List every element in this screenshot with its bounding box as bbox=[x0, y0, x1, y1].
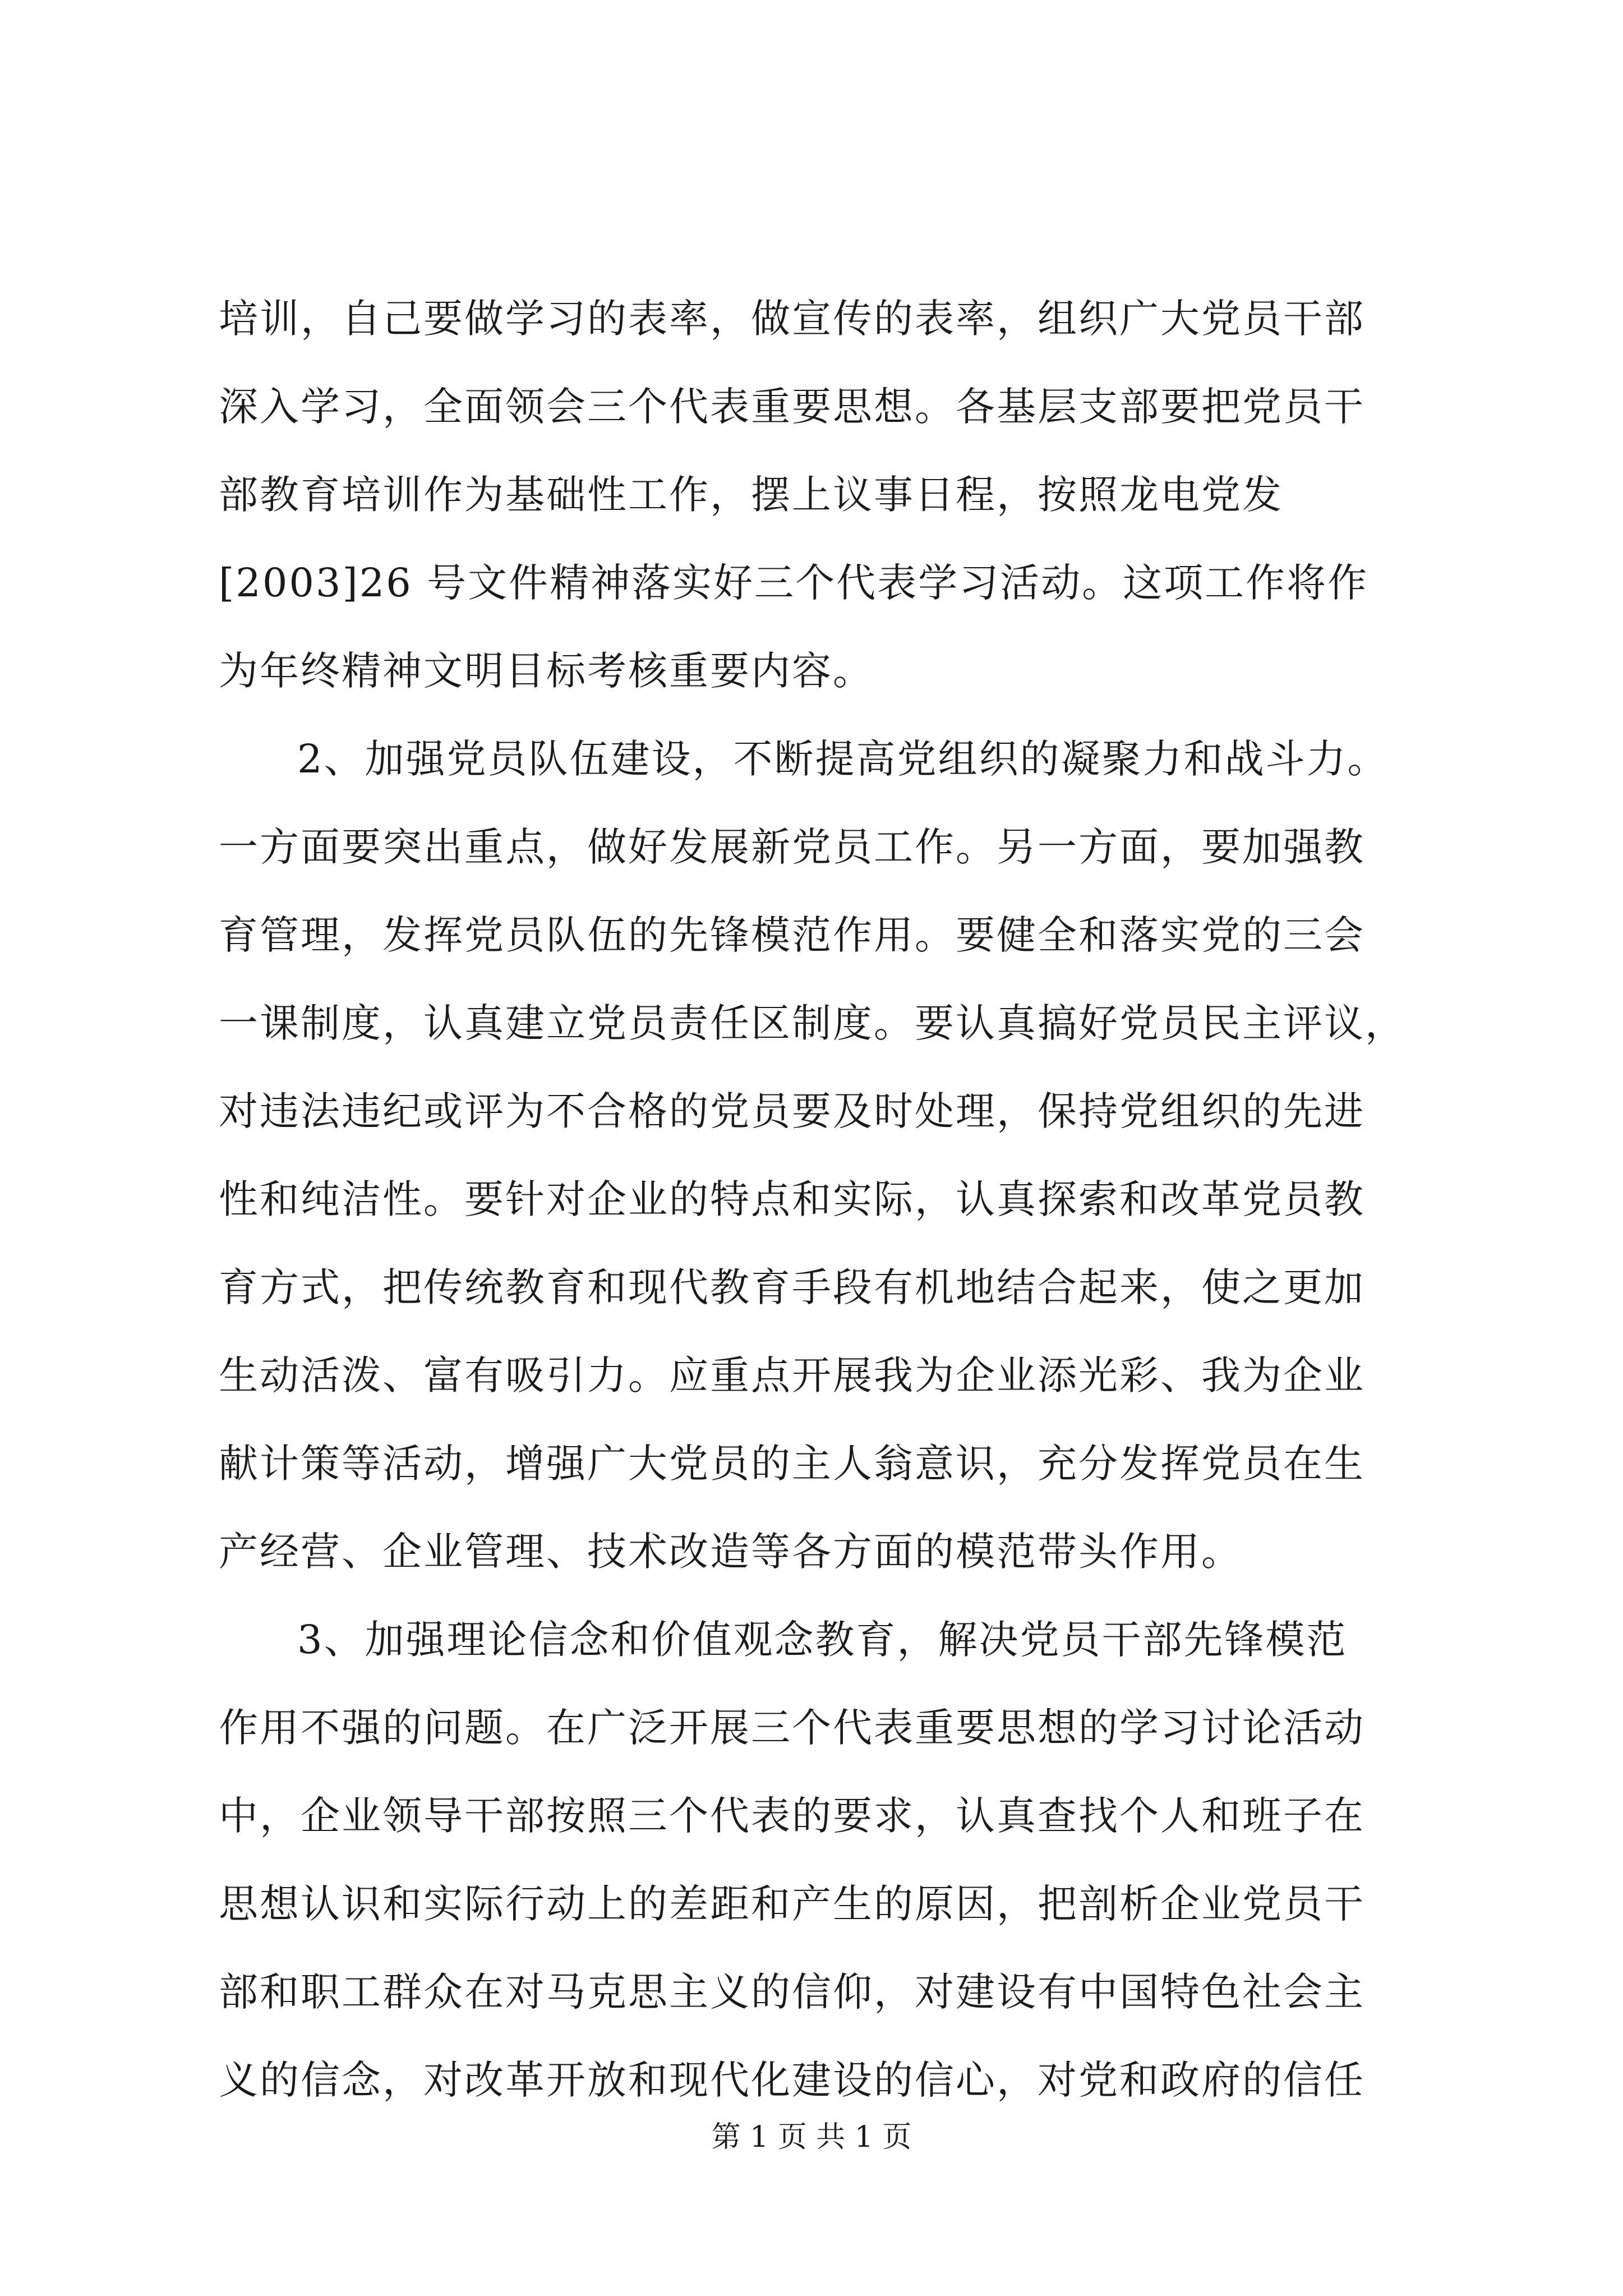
text-line: 作用不强的问题。在广泛开展三个代表重要思想的学习讨论活动 bbox=[219, 1705, 1365, 1751]
document-body bbox=[219, 275, 1424, 2124]
text-line: 义的信念，对改革开放和现代化建设的信心，对党和政府的信任 bbox=[219, 2057, 1365, 2103]
page-footer bbox=[0, 2115, 1623, 2160]
text-line: 部教育培训作为基础性工作，摆上议事日程，按照龙电党发 bbox=[219, 472, 1283, 518]
text-line: 思想认识和实际行动上的差距和产生的原因，把剖析企业党员干 bbox=[219, 1881, 1365, 1927]
text-line: 产经营、企业管理、技术改造等各方面的模范带头作用。 bbox=[219, 1529, 1242, 1575]
text-line: 一课制度，认真建立党员责任区制度。要认真搞好党员民主评议， bbox=[219, 1000, 1406, 1046]
text-line: [2003]26 号文件精神落实好三个代表学习活动。这项工作将作 bbox=[219, 560, 1369, 606]
text-line: 献计策等活动，增强广大党员的主人翁意识，充分发挥党员在生 bbox=[219, 1441, 1365, 1487]
text-line: 性和纯洁性。要针对企业的特点和实际，认真探索和改革党员教 bbox=[219, 1176, 1365, 1222]
text-line: 部和职工群众在对马克思主义的信仰，对建设有中国特色社会主 bbox=[219, 1969, 1365, 2015]
text-line: 为年终精神文明目标考核重要内容。 bbox=[219, 648, 874, 694]
text-line: 育管理，发挥党员队伍的先锋模范作用。要健全和落实党的三会 bbox=[219, 912, 1365, 958]
text-line: 一方面要突出重点，做好发展新党员工作。另一方面，要加强教 bbox=[219, 824, 1365, 870]
text-line: 对违法违纪或评为不合格的党员要及时处理，保持党组织的先进 bbox=[219, 1088, 1365, 1134]
text-line: 深入学习，全面领会三个代表重要思想。各基层支部要把党员干 bbox=[219, 384, 1365, 430]
text-line: 生动活泼、富有吸引力。应重点开展我为企业添光彩、我为企业 bbox=[219, 1352, 1365, 1398]
text-line: 培训，自己要做学习的表率，做宣传的表率，组织广大党员干部 bbox=[219, 296, 1365, 342]
paragraph-3-first-line: 3、加强理论信念和价值观念教育，解决党员干部先锋模范 bbox=[297, 1617, 1348, 1663]
page-number-label: 第 1 页 共 1 页 bbox=[711, 2120, 912, 2154]
text-line: 育方式，把传统教育和现代教育手段有机地结合起来，使之更加 bbox=[219, 1264, 1365, 1310]
paragraph-2-first-line: 2、加强党员队伍建设，不断提高党组织的凝聚力和战斗力。 bbox=[297, 736, 1389, 782]
text-line: 中，企业领导干部按照三个代表的要求，认真查找个人和班子在 bbox=[219, 1793, 1365, 1839]
